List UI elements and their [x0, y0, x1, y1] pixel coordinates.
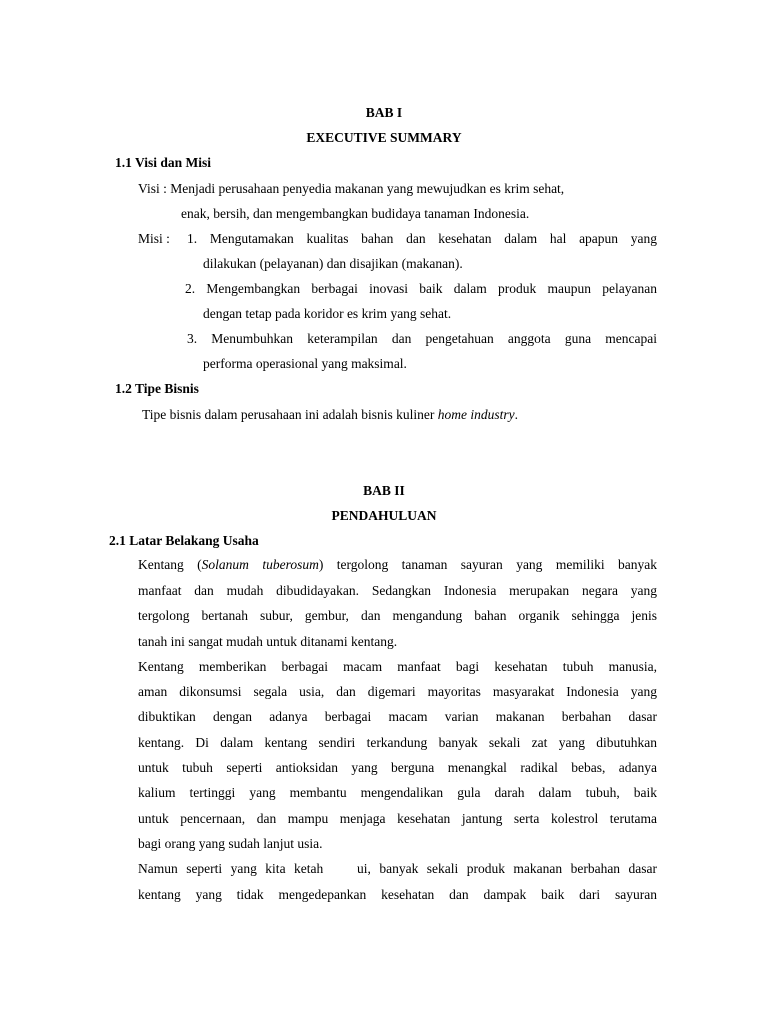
section-heading: 1.2 Tipe Bisnis: [115, 381, 199, 396]
section-heading: 1.1 Visi dan Misi: [115, 155, 212, 170]
paragraph-line: dibuktikan dengan adanya berbagai macam varian makanan berbahan dasar: [138, 709, 657, 724]
paragraph-line: aman dikonsumsi segala usia, dan digemari mayoritas masyarakat Indonesia yang: [138, 684, 657, 699]
misi-item-line: 2. Mengembangkan berbagai inovasi baik dalam produk maupun pelayanan: [185, 281, 657, 296]
paragraph-line: Kentang (Solanum tuberosum) tergolong tanaman sayuran yang memiliki banyak: [138, 557, 657, 572]
misi-label: Misi :: [138, 231, 170, 246]
paragraph-line: Namun seperti yang kita ketah ui, banyak sekali produk makanan berbahan dasar: [138, 861, 657, 876]
chapter-title: EXECUTIVE SUMMARY: [306, 130, 462, 145]
paragraph-line: Tipe bisnis dalam perusahaan ini adalah bisnis kuliner home industry.: [142, 407, 518, 422]
visi-line: enak, bersih, dan mengembangkan budidaya tanaman Indonesia.: [181, 206, 530, 221]
paragraph-line: untuk tubuh seperti antioksidan yang berguna menangkal radikal bebas, adanya: [138, 760, 657, 775]
misi-item-line: dengan tetap pada koridor es krim yang sehat.: [203, 306, 452, 321]
chapter-heading: BAB II: [363, 483, 405, 498]
misi-item-line: performa operasional yang maksimal.: [203, 356, 407, 371]
paragraph-line: kentang yang tidak mengedepankan kesehatan dan dampak baik dari sayuran: [138, 887, 657, 902]
paragraph-line: untuk pencernaan, dan mampu menjaga kesehatan jantung serta kolestrol terutama: [138, 811, 657, 826]
misi-item-line: 1. Mengutamakan kualitas bahan dan kesehatan dalam hal apapun yang: [187, 231, 657, 246]
paragraph-line: tanah ini sangat mudah untuk ditanami kentang.: [138, 634, 398, 649]
chapter-heading: BAB I: [365, 105, 403, 120]
paragraph-line: manfaat dan mudah dibudidayakan. Sedangkan Indonesia merupakan negara yang: [138, 583, 657, 598]
misi-item-line: dilakukan (pelayanan) dan disajikan (makanan).: [203, 256, 463, 271]
chapter-title: PENDAHULUAN: [331, 508, 437, 523]
misi-item-line: 3. Menumbuhkan keterampilan dan pengetahuan anggota guna mencapai: [187, 331, 657, 346]
paragraph-line: kentang. Di dalam kentang sendiri terkandung banyak sekali zat yang dibutuhkan: [138, 735, 657, 750]
paragraph-line: bagi orang yang sudah lanjut usia.: [138, 836, 323, 851]
paragraph-line: kalium tertinggi yang membantu mengendalikan gula darah dalam tubuh, baik: [138, 785, 657, 800]
paragraph-line: tergolong bertanah subur, gembur, dan mengandung bahan organik sehingga jenis: [138, 608, 657, 623]
paragraph-line: Kentang memberikan berbagai macam manfaat bagi kesehatan tubuh manusia,: [138, 659, 657, 674]
visi-line: Visi : Menjadi perusahaan penyedia makanan yang mewujudkan es krim sehat,: [138, 181, 565, 196]
section-heading: 2.1 Latar Belakang Usaha: [109, 533, 259, 548]
